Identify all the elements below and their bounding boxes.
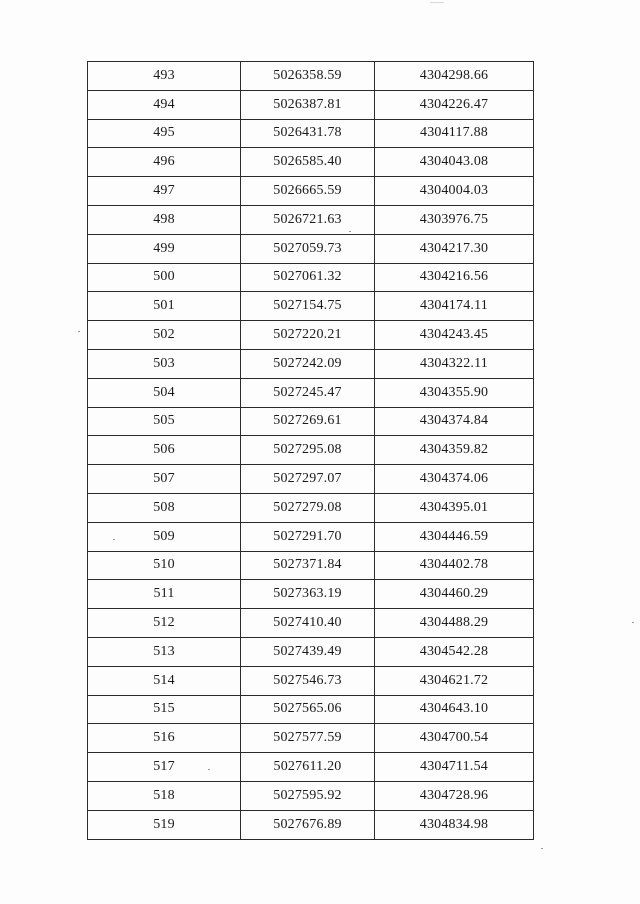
- point-number-cell: 508: [88, 493, 241, 522]
- y-coordinate-cell: 4304322.11: [375, 349, 534, 378]
- x-coordinate-cell: 5027279.08: [241, 493, 375, 522]
- x-coordinate-cell: 5027059.73: [241, 234, 375, 263]
- table-row: [88, 177, 534, 206]
- table-row: [88, 781, 534, 810]
- table-row: [88, 551, 534, 580]
- point-number-cell: 501: [88, 292, 241, 321]
- table-row: [88, 465, 534, 494]
- point-number-cell: 511: [88, 580, 241, 609]
- y-coordinate-cell: 4304460.29: [375, 580, 534, 609]
- point-number-cell: 510: [88, 551, 241, 580]
- y-coordinate-cell: 4304374.06: [375, 465, 534, 494]
- table-row: [88, 522, 534, 551]
- table-row: [88, 321, 534, 350]
- y-coordinate-cell: 4304043.08: [375, 148, 534, 177]
- x-coordinate-cell: 5027595.92: [241, 781, 375, 810]
- x-coordinate-cell: 5026431.78: [241, 119, 375, 148]
- y-coordinate-cell: 4304359.82: [375, 436, 534, 465]
- x-coordinate-cell: 5027676.89: [241, 810, 375, 839]
- x-coordinate-cell: 5027291.70: [241, 522, 375, 551]
- table-row: [88, 580, 534, 609]
- scan-speck: [78, 331, 80, 332]
- table-row: [88, 148, 534, 177]
- point-number-cell: 504: [88, 378, 241, 407]
- y-coordinate-cell: 4304834.98: [375, 810, 534, 839]
- table-row: [88, 724, 534, 753]
- table-row: [88, 119, 534, 148]
- x-coordinate-cell: 5026358.59: [241, 62, 375, 91]
- y-coordinate-cell: 4303976.75: [375, 205, 534, 234]
- point-number-cell: 516: [88, 724, 241, 753]
- coordinate-table: [87, 61, 534, 840]
- y-coordinate-cell: 4304446.59: [375, 522, 534, 551]
- y-coordinate-cell: 4304728.96: [375, 781, 534, 810]
- scan-speck: [349, 231, 351, 232]
- point-number-cell: 506: [88, 436, 241, 465]
- point-number-cell: 495: [88, 119, 241, 148]
- x-coordinate-cell: 5027611.20: [241, 753, 375, 782]
- scan-speck: [430, 2, 444, 3]
- scan-speck: [113, 539, 115, 540]
- point-number-cell: 515: [88, 695, 241, 724]
- table-row: [88, 378, 534, 407]
- y-coordinate-cell: 4304542.28: [375, 637, 534, 666]
- x-coordinate-cell: 5027154.75: [241, 292, 375, 321]
- table-row: [88, 637, 534, 666]
- y-coordinate-cell: 4304117.88: [375, 119, 534, 148]
- table-row: [88, 493, 534, 522]
- table-row: [88, 753, 534, 782]
- x-coordinate-cell: 5027269.61: [241, 407, 375, 436]
- y-coordinate-cell: 4304243.45: [375, 321, 534, 350]
- scan-speck: [208, 769, 210, 770]
- x-coordinate-cell: 5027061.32: [241, 263, 375, 292]
- point-number-cell: 513: [88, 637, 241, 666]
- x-coordinate-cell: 5027363.19: [241, 580, 375, 609]
- y-coordinate-cell: 4304621.72: [375, 666, 534, 695]
- x-coordinate-cell: 5027546.73: [241, 666, 375, 695]
- point-number-cell: 514: [88, 666, 241, 695]
- table-row: [88, 263, 534, 292]
- x-coordinate-cell: 5027371.84: [241, 551, 375, 580]
- y-coordinate-cell: 4304174.11: [375, 292, 534, 321]
- y-coordinate-cell: 4304395.01: [375, 493, 534, 522]
- table-row: [88, 62, 534, 91]
- point-number-cell: 493: [88, 62, 241, 91]
- point-number-cell: 502: [88, 321, 241, 350]
- point-number-cell: 518: [88, 781, 241, 810]
- point-number-cell: 499: [88, 234, 241, 263]
- point-number-cell: 517: [88, 753, 241, 782]
- point-number-cell: 494: [88, 90, 241, 119]
- coordinate-table-body: [88, 62, 534, 840]
- scan-speck: [541, 848, 543, 849]
- x-coordinate-cell: 5027297.07: [241, 465, 375, 494]
- x-coordinate-cell: 5026721.63: [241, 205, 375, 234]
- point-number-cell: 497: [88, 177, 241, 206]
- y-coordinate-cell: 4304643.10: [375, 695, 534, 724]
- table-row: [88, 349, 534, 378]
- table-row: [88, 609, 534, 638]
- x-coordinate-cell: 5027242.09: [241, 349, 375, 378]
- x-coordinate-cell: 5027245.47: [241, 378, 375, 407]
- y-coordinate-cell: 4304402.78: [375, 551, 534, 580]
- table-row: [88, 292, 534, 321]
- x-coordinate-cell: 5027410.40: [241, 609, 375, 638]
- point-number-cell: 509: [88, 522, 241, 551]
- x-coordinate-cell: 5027439.49: [241, 637, 375, 666]
- y-coordinate-cell: 4304711.54: [375, 753, 534, 782]
- point-number-cell: 507: [88, 465, 241, 494]
- y-coordinate-cell: 4304374.84: [375, 407, 534, 436]
- point-number-cell: 498: [88, 205, 241, 234]
- point-number-cell: 505: [88, 407, 241, 436]
- x-coordinate-cell: 5027295.08: [241, 436, 375, 465]
- table-row: [88, 90, 534, 119]
- y-coordinate-cell: 4304298.66: [375, 62, 534, 91]
- table-row: [88, 695, 534, 724]
- x-coordinate-cell: 5026387.81: [241, 90, 375, 119]
- point-number-cell: 519: [88, 810, 241, 839]
- table-row: [88, 205, 534, 234]
- table-row: [88, 407, 534, 436]
- x-coordinate-cell: 5026665.59: [241, 177, 375, 206]
- table-row: [88, 666, 534, 695]
- x-coordinate-cell: 5027220.21: [241, 321, 375, 350]
- point-number-cell: 500: [88, 263, 241, 292]
- y-coordinate-cell: 4304355.90: [375, 378, 534, 407]
- table-row: [88, 810, 534, 839]
- y-coordinate-cell: 4304488.29: [375, 609, 534, 638]
- x-coordinate-cell: 5027577.59: [241, 724, 375, 753]
- y-coordinate-cell: 4304004.03: [375, 177, 534, 206]
- point-number-cell: 496: [88, 148, 241, 177]
- scan-speck: [632, 622, 634, 623]
- table-row: [88, 234, 534, 263]
- point-number-cell: 512: [88, 609, 241, 638]
- x-coordinate-cell: 5027565.06: [241, 695, 375, 724]
- y-coordinate-cell: 4304217.30: [375, 234, 534, 263]
- x-coordinate-cell: 5026585.40: [241, 148, 375, 177]
- y-coordinate-cell: 4304226.47: [375, 90, 534, 119]
- y-coordinate-cell: 4304700.54: [375, 724, 534, 753]
- table-row: [88, 436, 534, 465]
- point-number-cell: 503: [88, 349, 241, 378]
- y-coordinate-cell: 4304216.56: [375, 263, 534, 292]
